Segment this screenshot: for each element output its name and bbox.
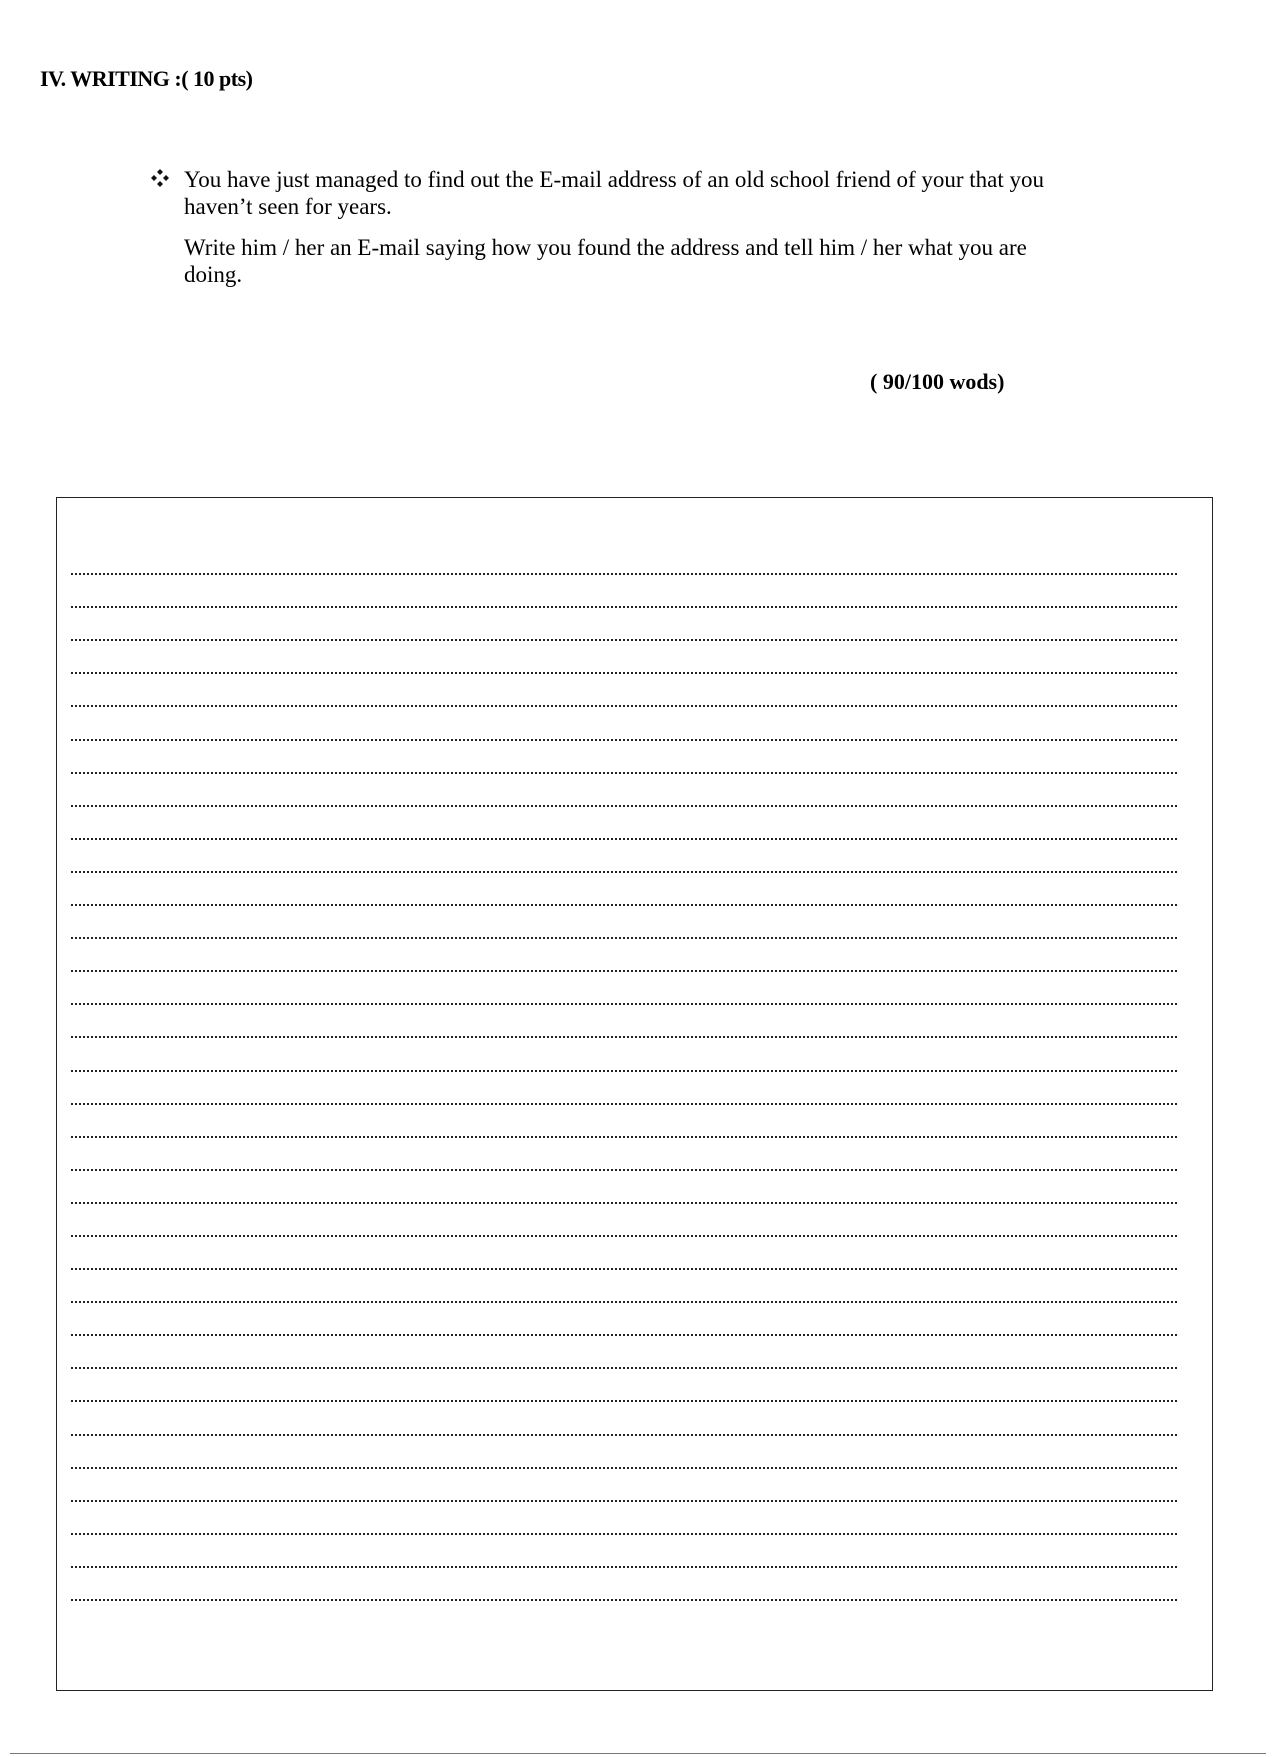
answer-line[interactable] <box>71 548 1177 581</box>
task-instructions <box>150 166 1050 302</box>
task-instruction: Write him / her an E-mail saying how you found the address and tell him / her what you are doing. <box>184 235 1027 287</box>
answer-line[interactable] <box>71 614 1177 647</box>
answer-line[interactable] <box>71 1177 1177 1210</box>
task-prompt: You have just managed to find out the E-mail address of an old school friend of your that you haven’t seen for years. <box>184 167 1044 219</box>
answer-line[interactable] <box>71 1541 1177 1574</box>
four-diamond-bullet-icon <box>150 168 170 188</box>
answer-line[interactable] <box>71 846 1177 879</box>
answer-line[interactable] <box>71 1574 1177 1607</box>
answer-line[interactable] <box>71 813 1177 846</box>
answer-line[interactable] <box>71 780 1177 813</box>
answer-line[interactable] <box>71 747 1177 780</box>
answer-line[interactable] <box>71 1408 1177 1441</box>
answer-lines <box>71 548 1177 1607</box>
answer-line[interactable] <box>71 1111 1177 1144</box>
answer-line[interactable] <box>71 945 1177 978</box>
answer-line[interactable] <box>71 1210 1177 1243</box>
answer-line[interactable] <box>71 680 1177 713</box>
answer-line[interactable] <box>71 879 1177 912</box>
answer-line[interactable] <box>71 1442 1177 1475</box>
answer-line[interactable] <box>71 1144 1177 1177</box>
answer-line[interactable] <box>71 647 1177 680</box>
answer-line[interactable] <box>71 1011 1177 1044</box>
answer-line[interactable] <box>71 581 1177 614</box>
answer-line[interactable] <box>71 1475 1177 1508</box>
answer-line[interactable] <box>71 1342 1177 1375</box>
answer-box[interactable] <box>56 497 1213 1691</box>
answer-line[interactable] <box>71 1375 1177 1408</box>
section-title: IV. WRITING :( 10 pts) <box>40 66 253 91</box>
page-footer-rule <box>10 1753 1266 1754</box>
answer-line[interactable] <box>71 1243 1177 1276</box>
word-count-requirement: ( 90/100 wods) <box>870 369 1005 394</box>
answer-line[interactable] <box>71 1078 1177 1111</box>
answer-line[interactable] <box>71 1309 1177 1342</box>
answer-line[interactable] <box>71 713 1177 746</box>
answer-line[interactable] <box>71 1276 1177 1309</box>
answer-line[interactable] <box>71 1044 1177 1077</box>
answer-line[interactable] <box>71 912 1177 945</box>
answer-line[interactable] <box>71 1508 1177 1541</box>
answer-line[interactable] <box>71 978 1177 1011</box>
